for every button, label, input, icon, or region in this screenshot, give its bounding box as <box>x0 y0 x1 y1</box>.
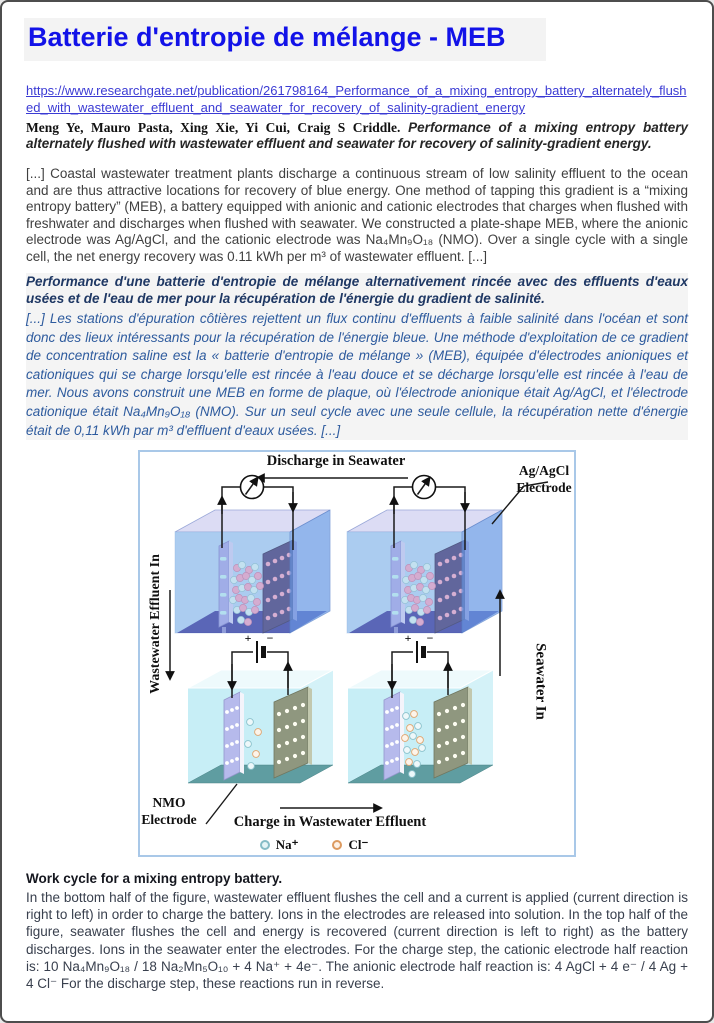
cl-ion-icon <box>332 840 342 850</box>
na-ion-icon <box>260 840 270 850</box>
caption-heading: Work cycle for a mixing entropy battery. <box>26 871 283 887</box>
battery-minus-right: − <box>426 631 434 646</box>
nmo-label-line2: Electrode <box>141 812 197 828</box>
authors: Meng Ye, Mauro Pasta, Xing Xie, Yi Cui, Craig S Criddle. <box>26 119 401 135</box>
agcl-label-line1: Ag/AgCl <box>518 463 570 479</box>
document-content <box>26 83 688 440</box>
wastewater-in-label: Wastewater Effluent In <box>148 554 163 695</box>
na-ion-label: Na⁺ <box>275 837 299 853</box>
figure-caption <box>26 870 688 992</box>
legend-na <box>260 837 299 853</box>
agcl-electrode-label <box>512 463 576 495</box>
abstract-french-block <box>26 273 688 440</box>
battery-minus-left: − <box>266 631 274 646</box>
charge-label: Charge in Wastewater Effluent <box>233 814 427 831</box>
seawater-in-label: Seawater In <box>532 643 549 721</box>
ion-legend <box>194 837 434 853</box>
nmo-electrode-label <box>134 795 204 829</box>
battery-plus-right: + <box>404 631 412 646</box>
work-cycle-figure <box>138 450 576 857</box>
page-title: Batterie d'entropie de mélange - MEB <box>24 18 546 61</box>
legend-cl <box>332 837 368 853</box>
abstract-english: [...] Coastal wastewater treatment plants discharge a continuous stream of low salinity effluent to the ocean and are thus attractive locations for recovery of blue energy. One method of tapping this gradient is a “mixing entropy battery” (MEB), a battery equipped with anionic and cationic electrodes that charges when flushed with freshwater and discharges when flushed with seawater. We constructed a plate-shape MEB, where the anionic electrode was Ag/AgCl, and the cationic electrode was Na₄Mn₉O₁₈ (NMO). Over a single cycle with a single cell, the net energy recovery was 0.11 kWh per m³ of wastewater effluent. [...] <box>26 166 688 264</box>
discharge-label: Discharge in Seawater <box>266 453 406 470</box>
battery-plus-left: + <box>244 631 252 646</box>
agcl-label-line2: Electrode <box>516 479 572 495</box>
paper-title: Performance of a mixing entropy battery alternately flushed with wastewater effluent and seawater for recovery of salinity-gradient energy. <box>26 119 688 151</box>
top-left-cell <box>175 510 330 633</box>
caption-body: In the bottom half of the figure, wastewater effluent flushes the cell and a current is applied (current direction is right to left) in order to charge the battery. Ions in the electrodes are released into solution. In the top half of the figure, seawater flushes the cell and energy is recovered (current direction is left to right) as the battery discharges. Ions in the seawater enter the electrodes. For the charge step, the cationic electrode half reaction is: 10 Na₄Mn₉O₁₈ / 18 Na₂Mn₅O₁₀ + 4 Na⁺ + 4e⁻. The anionic electrode half reaction is: 4 AgCl + 4 e⁻ / 4 Ag + 4 Cl⁻ For the discharge step, these reactions run in reverse. <box>26 889 688 992</box>
meb-diagram <box>140 452 574 855</box>
reference-line <box>26 120 688 152</box>
researchgate-link[interactable]: https://www.researchgate.net/publication/261798164_Performance_of_a_mixing_entropy_battery_alternately_flushed_with_wastewater_effluent_and_seawater_for_recovery_of_salinity-gradient_energy <box>26 83 687 115</box>
nmo-label-line1: NMO <box>152 795 186 811</box>
cl-ion-label: Cl⁻ <box>348 837 369 853</box>
abstract-french-heading: Performance d'une batterie d'entropie de mélange alternativement rincée avec des effluents d'eaux usées et de l'eau de mer pour la récupération de l'énergie du gradient de salinité. <box>26 273 688 306</box>
bottom-left-cell <box>188 670 333 783</box>
top-right-cell <box>347 510 502 633</box>
abstract-french-body: [...] Les stations d'épuration côtières rejettent un flux continu d'effluents à faible salinité dans l'océan et sont donc des lieux intéressants pour la récupération de l'énergie bleue. Une méthode d'exploitation de ce gradient de concentration saline est la « batterie d'entropie de mélange » (MEB), équipée d'électrodes anioniques et cationiques qui se charge lorsqu'elle est rincée à l'eau douce et se décharge lorsqu'elle est rincée à l'eau de mer. Nous avons construit une MEB en forme de plaque, où l'électrode anionique était Ag/AgCl, et l'électrode cationique était Na₄Mn₉O₁₈ (NMO). Sur un seul cycle avec une seule cellule, la récupération nette d'énergie était de 0,11 kWh par m³ d'effluent d'eaux usées. [...] <box>26 310 688 438</box>
